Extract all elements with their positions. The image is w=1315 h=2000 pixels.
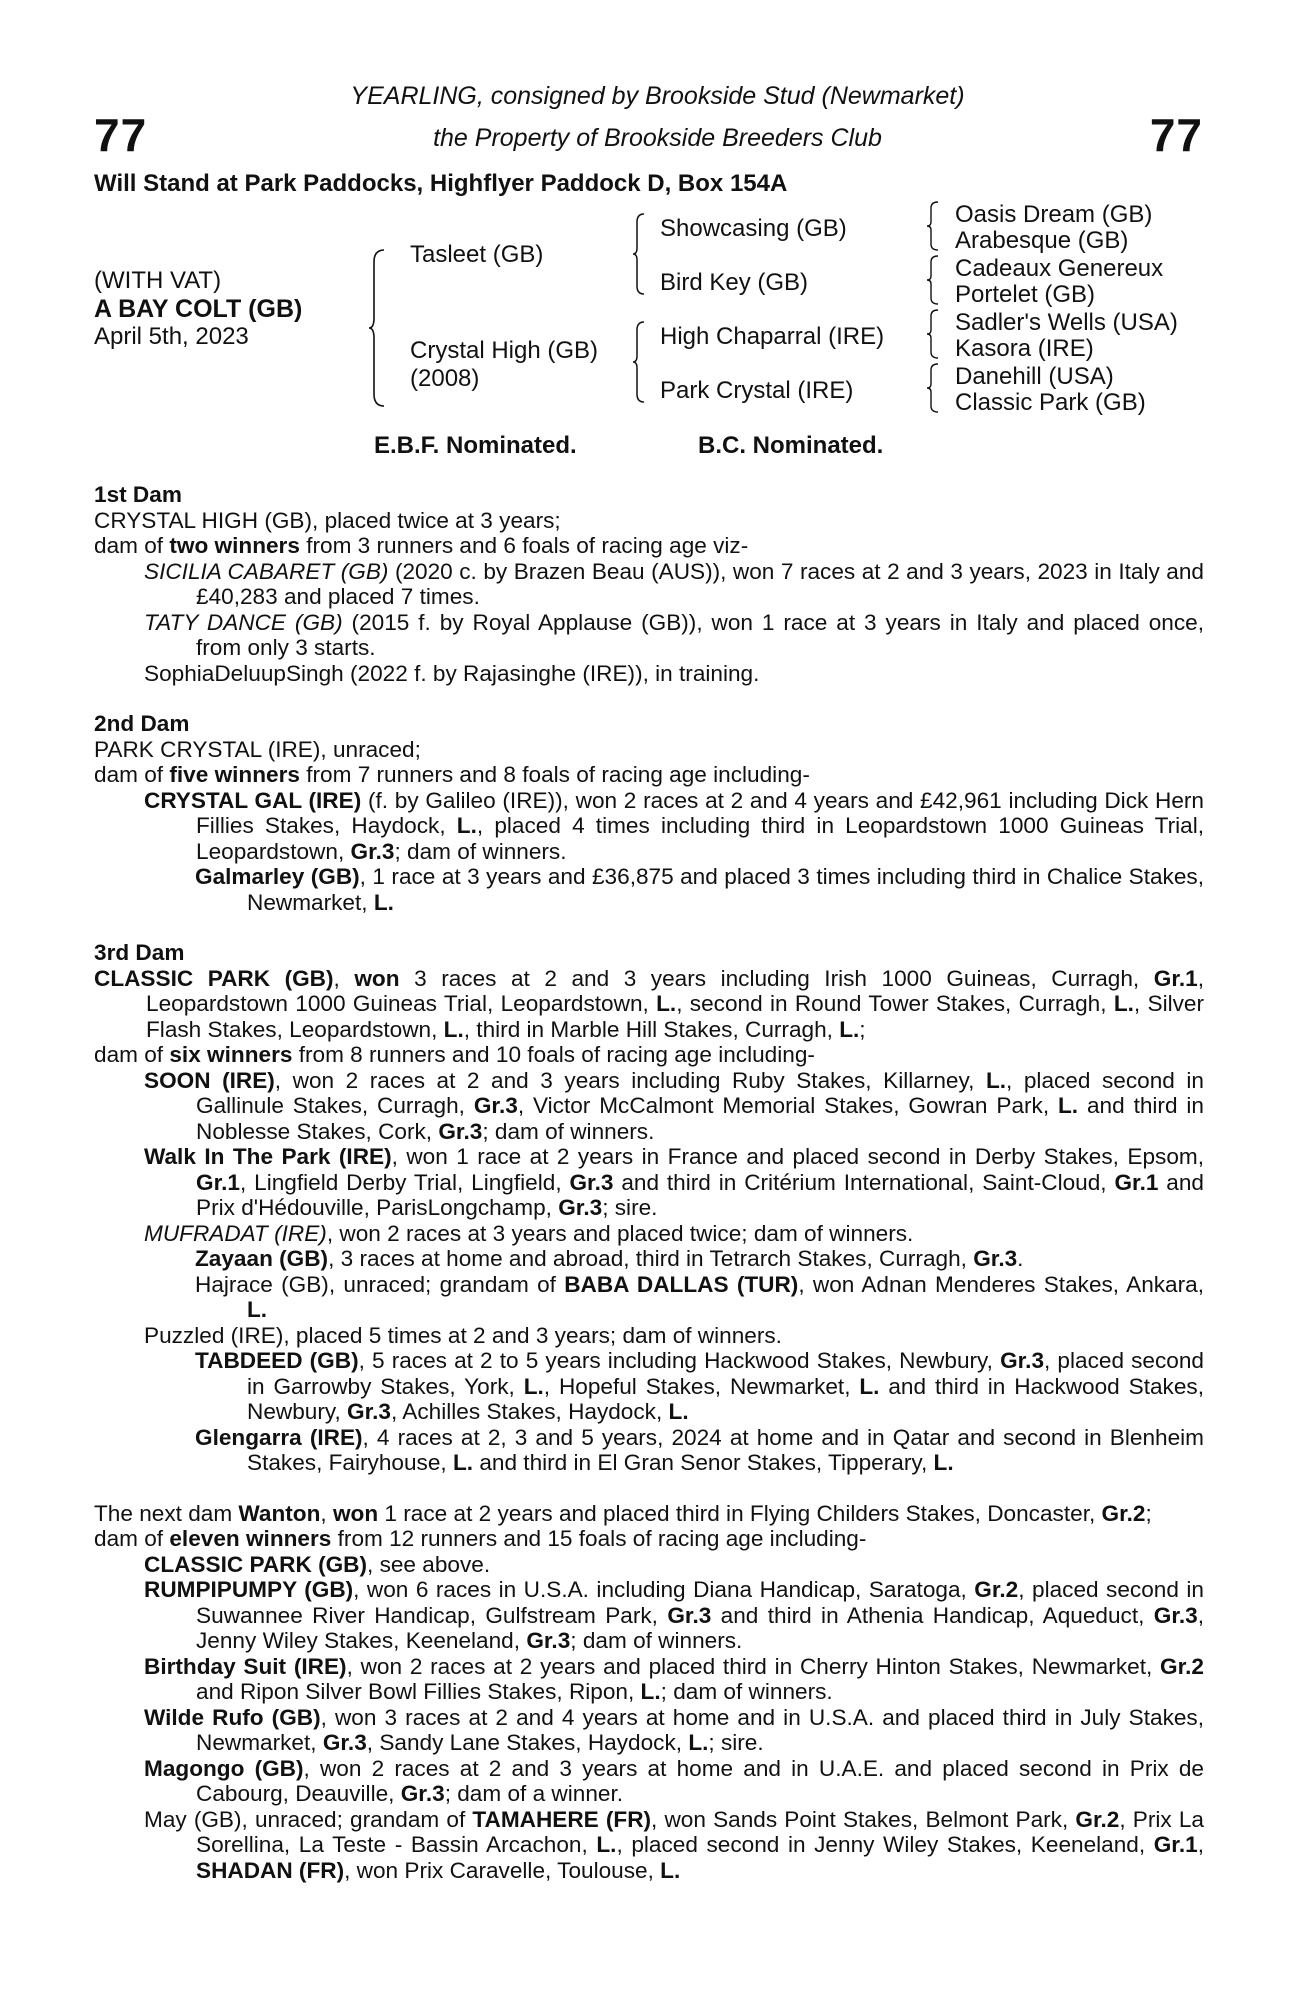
dam: Crystal High (GB) bbox=[410, 337, 599, 364]
property-line: the Property of Brookside Breeders Club bbox=[433, 124, 882, 152]
second-dam-produce-line: dam of five winners from 7 runners and 8 foals of racing age including- bbox=[94, 762, 810, 787]
first-dam-produce-line: dam of two winners from 3 runners and 6 foals of racing age viz- bbox=[94, 533, 749, 558]
offspring-entry: CLASSIC PARK (GB), see above. bbox=[144, 1551, 491, 1577]
consignment-line: YEARLING, consigned by Brookside Stud (Newmarket) bbox=[350, 82, 965, 110]
second-dam-line: PARK CRYSTAL (IRE), unraced; bbox=[94, 736, 421, 762]
offspring-entry: MUFRADAT (IRE), won 2 races at 3 years and placed twice; dam of winners. bbox=[144, 1220, 914, 1246]
offspring-entry: SICILIA CABARET (GB) (2020 c. by Brazen Beau (AUS)), won 7 races at 2 and 3 years, 2023 in Italy and £40,283 and placed 7 times. bbox=[144, 558, 1204, 609]
offspring-entry: Magongo (GB), won 2 races at 2 and 3 years at home and in U.A.E. and placed second in Prix de Cabourg, Deauville, Gr.3; dam of a winner. bbox=[144, 1755, 1205, 1806]
offspring-entry: Walk In The Park (IRE), won 1 race at 2 years in France and placed second in Derby Stakes, Epsom, Gr.1, Lingfield Derby Trial, Lingfield, Gr.3 and third in Critérium International, Saint-Cloud, Gr.1 and Prix d'Hédouville, ParisLongchamp, Gr.3; sire. bbox=[144, 1144, 1204, 1220]
offspring-entry: RUMPIPUMPY (GB), won 6 races in U.S.A. including Diana Handicap, Saratoga, Gr.2, placed second in Suwannee River Handicap, Gulfstream Park, Gr.3 and third in Athenia Handicap, Aqueduct, Gr.3, Jenny Wiley Stakes, Keeneland, Gr.3; dam of winners. bbox=[144, 1577, 1204, 1653]
second-dam-heading: 2nd Dam bbox=[94, 711, 190, 736]
family-text bbox=[94, 482, 1204, 1883]
ebf-nomination: E.B.F. Nominated. bbox=[374, 432, 577, 459]
offspring-entry: Zayaan (GB), 3 races at home and abroad, third in Tetrarch Stakes, Curragh, Gr.3. bbox=[195, 1246, 1024, 1271]
dam-brace bbox=[632, 320, 646, 404]
offspring-entry: SOON (IRE), won 2 races at 2 and 3 years including Ruby Stakes, Killarney, L., placed second in Gallinule Stakes, Curragh, Gr.3, Victor McCalmont Memorial Stakes, Gowran Park, L. and third in Noblesse Stakes, Cork, Gr.3; dam of winners. bbox=[144, 1067, 1204, 1144]
gen3-brace-1 bbox=[926, 200, 940, 252]
gen3-brace-3 bbox=[926, 308, 940, 360]
offspring-entry: Hajrace (GB), unraced; grandam of BABA DALLAS (TUR), won Adnan Menderes Stakes, Ankara, L. bbox=[195, 1271, 1204, 1322]
next-dam-line: The next dam Wanton, won 1 race at 2 years and placed third in Flying Childers Stakes, Doncaster, Gr.2; bbox=[94, 1500, 1152, 1526]
offspring-entry: Wilde Rufo (GB), won 3 races at 2 and 4 years at home and in U.S.A. and placed third in July Stakes, Newmarket, Gr.3, Sandy Lane Stakes, Haydock, L.; sire. bbox=[144, 1704, 1205, 1755]
gen3-2: Arabesque (GB) bbox=[955, 227, 1129, 254]
next-dam-produce-line: dam of eleven winners from 12 runners and 15 foals of racing age including- bbox=[94, 1526, 867, 1551]
offspring-entry: Galmarley (GB), 1 race at 3 years and £36,875 and placed 3 times including third in Chalice Stakes, Newmarket, L. bbox=[195, 864, 1204, 915]
gen3-5: Sadler's Wells (USA) bbox=[955, 309, 1178, 336]
third-dam-line: CLASSIC PARK (GB), won 3 races at 2 and 3 years including Irish 1000 Guineas, Curragh, Gr.1, Leopardstown 1000 Guineas Trial, Leopardstown, L., second in Round Tower Stakes, Curragh, L., Silver Flash Stakes, Leopardstown, L., third in Marble Hill Stakes, Curragh, L.; bbox=[94, 965, 1204, 1042]
offspring-entry: May (GB), unraced; grandam of TAMAHERE (FR), won Sands Point Stakes, Belmont Park, Gr.2, Prix La Sorellina, La Teste - Bassin Arcachon, L., placed second in Jenny Wiley Stakes, Keeneland, Gr.1, SHADAN (FR), won Prix Caravelle, Toulouse, L. bbox=[144, 1806, 1204, 1883]
sire-dam: Bird Key (GB) bbox=[660, 269, 809, 296]
dam-dam: Park Crystal (IRE) bbox=[660, 377, 854, 404]
gen3-3: Cadeaux Genereux bbox=[955, 255, 1164, 282]
offspring-entry: Glengarra (IRE), 4 races at 2, 3 and 5 years, 2024 at home and in Qatar and second in Blenheim Stakes, Fairyhouse, L. and third in El Gran Senor Stakes, Tipperary, L. bbox=[195, 1424, 1204, 1475]
offspring-entry: Birthday Suit (IRE), won 2 races at 2 years and placed third in Cherry Hinton Stakes, Newmarket, Gr.2 and Ripon Silver Bowl Fillies Stakes, Ripon, L.; dam of winners. bbox=[144, 1653, 1204, 1704]
bc-nomination: B.C. Nominated. bbox=[698, 432, 884, 459]
third-dam-produce-line: dam of six winners from 8 runners and 10 foals of racing age including- bbox=[94, 1042, 815, 1067]
gen3-7: Danehill (USA) bbox=[955, 363, 1114, 390]
sire-brace bbox=[632, 212, 646, 296]
gen3-4: Portelet (GB) bbox=[955, 281, 1096, 308]
gen3-brace-4 bbox=[926, 362, 940, 414]
foaling-date: April 5th, 2023 bbox=[94, 323, 249, 350]
lot-number-left: 77 bbox=[94, 109, 148, 161]
dam-year: (2008) bbox=[410, 365, 480, 392]
offspring-entry: TATY DANCE (GB) (2015 f. by Royal Applause (GB)), won 1 race at 3 years in Italy and placed once, from only 3 starts. bbox=[144, 609, 1204, 660]
pedigree-brace bbox=[368, 248, 386, 408]
lot-number-right: 77 bbox=[1149, 109, 1203, 161]
first-dam-line: CRYSTAL HIGH (GB), placed twice at 3 years; bbox=[94, 507, 561, 533]
offspring-entry: CRYSTAL GAL (IRE) (f. by Galileo (IRE)), won 2 races at 2 and 4 years and £42,961 including Dick Hern Fillies Stakes, Haydock, L., placed 4 times including third in Leopardstown 1000 Guineas Trial, Leopardstown, Gr.3; dam of winners. bbox=[144, 787, 1204, 864]
offspring-entry: Puzzled (IRE), placed 5 times at 2 and 3 years; dam of winners. bbox=[144, 1322, 782, 1348]
offspring-entry: SophiaDeluupSingh (2022 f. by Rajasinghe (IRE)), in training. bbox=[144, 660, 760, 686]
gen3-1: Oasis Dream (GB) bbox=[955, 201, 1153, 228]
gen3-8: Classic Park (GB) bbox=[955, 389, 1146, 416]
sire-sire: Showcasing (GB) bbox=[660, 215, 847, 242]
stand-location: Will Stand at Park Paddocks, Highflyer Paddock D, Box 154A bbox=[94, 170, 788, 197]
offspring-entry: TABDEED (GB), 5 races at 2 to 5 years including Hackwood Stakes, Newbury, Gr.3, placed second in Garrowby Stakes, York, L., Hopeful Stakes, Newmarket, L. and third in Hackwood Stakes, Newbury, Gr.3, Achilles Stakes, Haydock, L. bbox=[195, 1348, 1204, 1424]
gen3-brace-2 bbox=[926, 254, 940, 306]
gen3-6: Kasora (IRE) bbox=[955, 335, 1094, 362]
dam-sire: High Chaparral (IRE) bbox=[660, 323, 885, 350]
first-dam-heading: 1st Dam bbox=[94, 482, 182, 507]
vat-note: (WITH VAT) bbox=[94, 267, 222, 294]
third-dam-heading: 3rd Dam bbox=[94, 940, 185, 965]
horse-name: A BAY COLT (GB) bbox=[94, 295, 303, 323]
sire: Tasleet (GB) bbox=[410, 241, 544, 268]
